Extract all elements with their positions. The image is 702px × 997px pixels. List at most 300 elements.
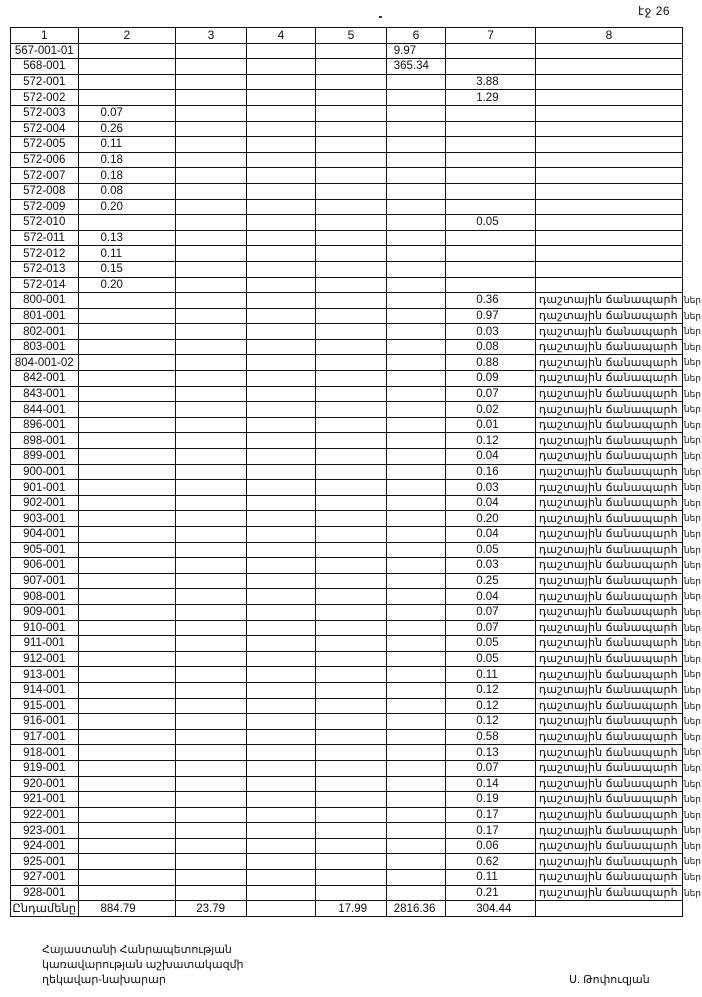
col6-cell: [386, 682, 445, 698]
col7-cell: [446, 277, 536, 293]
col5-cell: [316, 729, 387, 745]
note-suffix: ներ: [683, 887, 701, 898]
land-use-note: դաշտային ճանապարհ: [538, 824, 678, 837]
col6-cell: [386, 729, 445, 745]
note-suffix: ներ: [683, 825, 701, 836]
land-use-note: դաշտային ճանապարհ: [538, 325, 678, 338]
note-suffix: ներ: [683, 404, 701, 415]
col6-cell: 365.34: [386, 59, 445, 75]
code-cell: 907-001: [11, 573, 79, 589]
code-cell: 924-001: [11, 838, 79, 854]
col3-cell: [176, 402, 247, 418]
col4-cell: [246, 589, 316, 605]
note-suffix: ներ: [683, 606, 701, 617]
land-use-note: դաշտային ճանապարհ: [538, 840, 678, 853]
col4-cell: [246, 729, 316, 745]
note-suffix: ներ: [683, 747, 701, 758]
table-row: [11, 183, 683, 199]
col7-cell: 0.05: [446, 636, 536, 652]
col8-cell: [535, 760, 701, 776]
col2-cell: [78, 792, 176, 808]
col3-cell: [176, 339, 247, 355]
code-cell: 900-001: [11, 464, 79, 480]
col2-cell: [78, 589, 176, 605]
table-row: [11, 480, 683, 496]
col4-cell: [246, 604, 316, 620]
code-cell: 803-001: [11, 339, 79, 355]
col4-cell: [246, 433, 316, 449]
col4-cell: [246, 823, 316, 839]
col5-cell: [316, 402, 387, 418]
table-row: [11, 386, 683, 402]
col2-cell: [78, 495, 176, 511]
col6-cell: [386, 293, 445, 309]
table-row: [11, 854, 683, 870]
table-row: [11, 230, 683, 246]
col7-cell: [446, 43, 536, 59]
col3-cell: [176, 59, 247, 75]
col8-cell: [535, 449, 701, 465]
col8-cell: [535, 792, 701, 808]
col2-cell: [78, 604, 176, 620]
col5-cell: [316, 230, 387, 246]
col2-cell: [78, 760, 176, 776]
table-row: [11, 464, 683, 480]
col4-cell: [246, 636, 316, 652]
table-row: [11, 355, 683, 371]
col6-cell: [386, 168, 445, 184]
note-suffix: ներ: [683, 373, 701, 384]
col7-cell: 0.13: [446, 745, 536, 761]
col6-cell: [386, 620, 445, 636]
col3-cell: [176, 152, 247, 168]
col2-cell: [78, 776, 176, 792]
code-cell: 804-001-02: [11, 355, 79, 371]
table-row: [11, 527, 683, 543]
col3-cell: [176, 230, 247, 246]
note-suffix: ներ: [683, 560, 701, 571]
col7-cell: [446, 168, 536, 184]
col2-cell: [78, 682, 176, 698]
table-row: [11, 698, 683, 714]
table-row: [11, 105, 683, 121]
col6-cell: [386, 433, 445, 449]
col5-cell: [316, 355, 387, 371]
col8-cell: [535, 870, 701, 886]
col6-cell: [386, 246, 445, 262]
col6-cell: [386, 183, 445, 199]
col7-cell: 0.05: [446, 542, 536, 558]
col8-cell: [535, 698, 701, 714]
note-suffix: ներ: [683, 310, 701, 321]
col7-cell: 0.07: [446, 760, 536, 776]
code-cell: 572-013: [11, 261, 79, 277]
col5-cell: [316, 714, 387, 730]
land-use-note: դաշտային ճանապարհ: [538, 606, 678, 619]
col2-cell: [78, 339, 176, 355]
col6-cell: [386, 386, 445, 402]
col5-cell: [316, 885, 387, 901]
col4-cell: [246, 324, 316, 340]
col2-cell: [78, 480, 176, 496]
totals-col6: 2816.36: [386, 901, 445, 917]
col4-cell: [246, 168, 316, 184]
table-row: [11, 168, 683, 184]
col7-cell: 0.07: [446, 386, 536, 402]
col5-cell: [316, 604, 387, 620]
table-row: [11, 433, 683, 449]
code-cell: 912-001: [11, 651, 79, 667]
col4-cell: [246, 511, 316, 527]
col7-cell: 0.03: [446, 480, 536, 496]
col3-cell: [176, 745, 247, 761]
totals-col3: 23.79: [176, 901, 247, 917]
col4-cell: [246, 838, 316, 854]
col8-cell: [535, 807, 701, 823]
col2-cell: [78, 449, 176, 465]
col8-cell: [535, 90, 682, 106]
col4-cell: [246, 417, 316, 433]
table-row: [11, 511, 683, 527]
col3-cell: [176, 604, 247, 620]
note-suffix: ներ: [683, 762, 701, 773]
col5-cell: [316, 308, 387, 324]
col2-cell: [78, 90, 176, 106]
table-row: [11, 885, 683, 901]
header-cell: 1: [11, 28, 79, 44]
note-suffix: ներ: [683, 840, 701, 851]
col8-cell: [535, 43, 682, 59]
table-row: [11, 667, 683, 683]
table-row: [11, 729, 683, 745]
note-suffix: ներ: [683, 544, 701, 555]
col2-cell: [78, 215, 176, 231]
note-suffix: ներ: [683, 435, 701, 446]
land-use-note: դաշտային ճանապարհ: [538, 855, 678, 868]
col4-cell: [246, 43, 316, 59]
col4-cell: [246, 698, 316, 714]
col5-cell: [316, 261, 387, 277]
land-use-note: դաշտային ճանապարհ: [538, 715, 678, 728]
col3-cell: [176, 527, 247, 543]
col3-cell: [176, 105, 247, 121]
col3-cell: [176, 308, 247, 324]
col4-cell: [246, 293, 316, 309]
col8-cell: [535, 558, 701, 574]
col6-cell: [386, 838, 445, 854]
col3-cell: [176, 417, 247, 433]
col6-cell: [386, 308, 445, 324]
col4-cell: [246, 542, 316, 558]
table-row: [11, 339, 683, 355]
note-suffix: ներ: [683, 419, 701, 430]
code-cell: 908-001: [11, 589, 79, 605]
col8-cell: [535, 729, 701, 745]
col5-cell: [316, 90, 387, 106]
col7-cell: 0.88: [446, 355, 536, 371]
col3-cell: [176, 542, 247, 558]
col4-cell: [246, 199, 316, 215]
code-cell: 914-001: [11, 682, 79, 698]
col5-cell: [316, 698, 387, 714]
col6-cell: [386, 651, 445, 667]
table-row: [11, 542, 683, 558]
col6-cell: [386, 589, 445, 605]
col3-cell: [176, 698, 247, 714]
col4-cell: [246, 339, 316, 355]
land-use-note: դաշտային ճանապարհ: [538, 481, 678, 494]
col3-cell: [176, 729, 247, 745]
table-row: [11, 121, 683, 137]
code-cell: 572-014: [11, 277, 79, 293]
col5-cell: [316, 277, 387, 293]
table-row: [11, 604, 683, 620]
header-cell: 2: [78, 28, 176, 44]
col7-cell: 0.04: [446, 589, 536, 605]
col6-cell: [386, 760, 445, 776]
col6-cell: [386, 199, 445, 215]
col3-cell: [176, 43, 247, 59]
table-row: [11, 807, 683, 823]
note-suffix: ներ: [683, 638, 701, 649]
col5-cell: [316, 449, 387, 465]
col8-cell: [535, 324, 701, 340]
col3-cell: [176, 74, 247, 90]
land-use-note: դաշտային ճանապարհ: [538, 372, 678, 385]
note-suffix: ներ: [683, 684, 701, 695]
table-row: [11, 417, 683, 433]
code-cell: 923-001: [11, 823, 79, 839]
col3-cell: [176, 137, 247, 153]
col4-cell: [246, 121, 316, 137]
col7-cell: 0.11: [446, 667, 536, 683]
col8-cell: [535, 386, 701, 402]
col7-cell: 0.04: [446, 527, 536, 543]
land-use-note: դաշտային ճանապարհ: [538, 699, 678, 712]
col3-cell: [176, 261, 247, 277]
col7-cell: 0.12: [446, 433, 536, 449]
col8-cell: [535, 59, 682, 75]
col3-cell: [176, 558, 247, 574]
note-suffix: ներ: [683, 513, 701, 524]
table-row: [11, 293, 683, 309]
col8-cell: [535, 885, 701, 901]
col6-cell: [386, 573, 445, 589]
col7-cell: 0.04: [446, 495, 536, 511]
table-row: [11, 43, 683, 59]
header-cell: 3: [176, 28, 247, 44]
col5-cell: [316, 823, 387, 839]
col6-cell: [386, 854, 445, 870]
col7-cell: 0.03: [446, 558, 536, 574]
col4-cell: [246, 355, 316, 371]
col7-cell: 0.58: [446, 729, 536, 745]
code-cell: 572-003: [11, 105, 79, 121]
header-cell: 6: [386, 28, 445, 44]
col8-cell: [535, 74, 682, 90]
note-suffix: ներ: [683, 872, 701, 883]
col8-cell: [535, 838, 701, 854]
col2-cell: [78, 729, 176, 745]
col3-cell: [176, 168, 247, 184]
col7-cell: 0.07: [446, 620, 536, 636]
header-cell: 8: [535, 28, 682, 44]
table-row: [11, 246, 683, 262]
col6-cell: [386, 745, 445, 761]
col7-cell: 0.06: [446, 838, 536, 854]
col7-cell: 0.08: [446, 339, 536, 355]
col4-cell: [246, 792, 316, 808]
header-cell: 5: [316, 28, 387, 44]
col7-cell: 0.11: [446, 870, 536, 886]
land-use-note: դաշտային ճանապարհ: [538, 465, 678, 478]
col6-cell: [386, 277, 445, 293]
col4-cell: [246, 105, 316, 121]
col3-cell: [176, 823, 247, 839]
note-suffix: ներ: [683, 341, 701, 352]
col7-cell: [446, 199, 536, 215]
col6-cell: [386, 714, 445, 730]
col2-cell: [78, 355, 176, 371]
note-suffix: ներ: [683, 794, 701, 805]
col6-cell: [386, 776, 445, 792]
land-use-note: դաշտային ճանապարհ: [538, 777, 678, 790]
col8-cell: [535, 480, 701, 496]
land-use-note: դաշտային ճանապարհ: [538, 387, 678, 400]
col3-cell: [176, 838, 247, 854]
col5-cell: [316, 293, 387, 309]
col2-cell: 0.15: [78, 261, 176, 277]
col2-cell: [78, 542, 176, 558]
col6-cell: [386, 698, 445, 714]
code-cell: 572-007: [11, 168, 79, 184]
code-cell: 572-011: [11, 230, 79, 246]
table-row: [11, 402, 683, 418]
col8-cell: [535, 308, 701, 324]
table-row: [11, 371, 683, 387]
col5-cell: [316, 495, 387, 511]
col5-cell: [316, 121, 387, 137]
code-cell: 843-001: [11, 386, 79, 402]
col5-cell: [316, 43, 387, 59]
totals-col2: 884.79: [78, 901, 176, 917]
col4-cell: [246, 651, 316, 667]
col2-cell: [78, 433, 176, 449]
land-use-note: դաշտային ճանապարհ: [538, 512, 678, 525]
table-row: [11, 277, 683, 293]
col5-cell: [316, 324, 387, 340]
table-row: [11, 792, 683, 808]
col2-cell: 0.07: [78, 105, 176, 121]
col2-cell: [78, 59, 176, 75]
col7-cell: 0.20: [446, 511, 536, 527]
header-cell: 4: [246, 28, 316, 44]
col6-cell: [386, 215, 445, 231]
col3-cell: [176, 714, 247, 730]
note-suffix: ներ: [683, 700, 701, 711]
code-cell: 896-001: [11, 417, 79, 433]
scan-speck: [379, 16, 382, 18]
col4-cell: [246, 230, 316, 246]
col8-cell: [535, 230, 682, 246]
col4-cell: [246, 760, 316, 776]
col8-cell: [535, 854, 701, 870]
col2-cell: 0.26: [78, 121, 176, 137]
col5-cell: [316, 215, 387, 231]
col8-cell: [535, 215, 682, 231]
table-row: [11, 760, 683, 776]
col8-cell: [535, 589, 701, 605]
table-row: [11, 308, 683, 324]
col6-cell: [386, 667, 445, 683]
code-cell: 911-001: [11, 636, 79, 652]
col7-cell: [446, 59, 536, 75]
col5-cell: [316, 776, 387, 792]
code-cell: 918-001: [11, 745, 79, 761]
col4-cell: [246, 870, 316, 886]
col4-cell: [246, 277, 316, 293]
code-cell: 906-001: [11, 558, 79, 574]
col3-cell: [176, 495, 247, 511]
note-suffix: ներ: [683, 591, 701, 602]
col4-cell: [246, 59, 316, 75]
col8-cell: [535, 199, 682, 215]
note-suffix: ներ: [683, 388, 701, 399]
code-cell: 572-004: [11, 121, 79, 137]
land-use-note: դաշտային ճանապարհ: [538, 731, 678, 744]
col5-cell: [316, 386, 387, 402]
col5-cell: [316, 667, 387, 683]
col5-cell: [316, 74, 387, 90]
code-cell: 920-001: [11, 776, 79, 792]
col5-cell: [316, 760, 387, 776]
table-row: [11, 651, 683, 667]
col3-cell: [176, 651, 247, 667]
col2-cell: [78, 636, 176, 652]
col2-cell: 0.18: [78, 168, 176, 184]
col5-cell: [316, 527, 387, 543]
col8-cell: [535, 105, 682, 121]
land-use-note: դաշտային ճանապարհ: [538, 341, 678, 354]
code-cell: 909-001: [11, 604, 79, 620]
col7-cell: 0.25: [446, 573, 536, 589]
land-use-note: դաշտային ճանապարհ: [538, 403, 678, 416]
col8-cell: [535, 651, 701, 667]
col2-cell: [78, 464, 176, 480]
totals-label: Ընդամենը: [12, 902, 77, 915]
col2-cell: 0.11: [78, 246, 176, 262]
table-row: [11, 74, 683, 90]
col5-cell: [316, 183, 387, 199]
col7-cell: 0.03: [446, 324, 536, 340]
col7-cell: 0.05: [446, 651, 536, 667]
col2-cell: 0.20: [78, 199, 176, 215]
col6-cell: [386, 823, 445, 839]
col8-cell: [535, 776, 701, 792]
col8-cell: [535, 339, 701, 355]
col7-cell: 0.36: [446, 293, 536, 309]
col8-cell: [535, 542, 701, 558]
footer-line: ղեկավար-նախարար: [42, 974, 166, 986]
col4-cell: [246, 152, 316, 168]
col8-cell: [535, 183, 682, 199]
col8-cell: [535, 714, 701, 730]
col3-cell: [176, 854, 247, 870]
col2-cell: [78, 527, 176, 543]
code-cell: 572-002: [11, 90, 79, 106]
col2-cell: [78, 43, 176, 59]
col3-cell: [176, 760, 247, 776]
